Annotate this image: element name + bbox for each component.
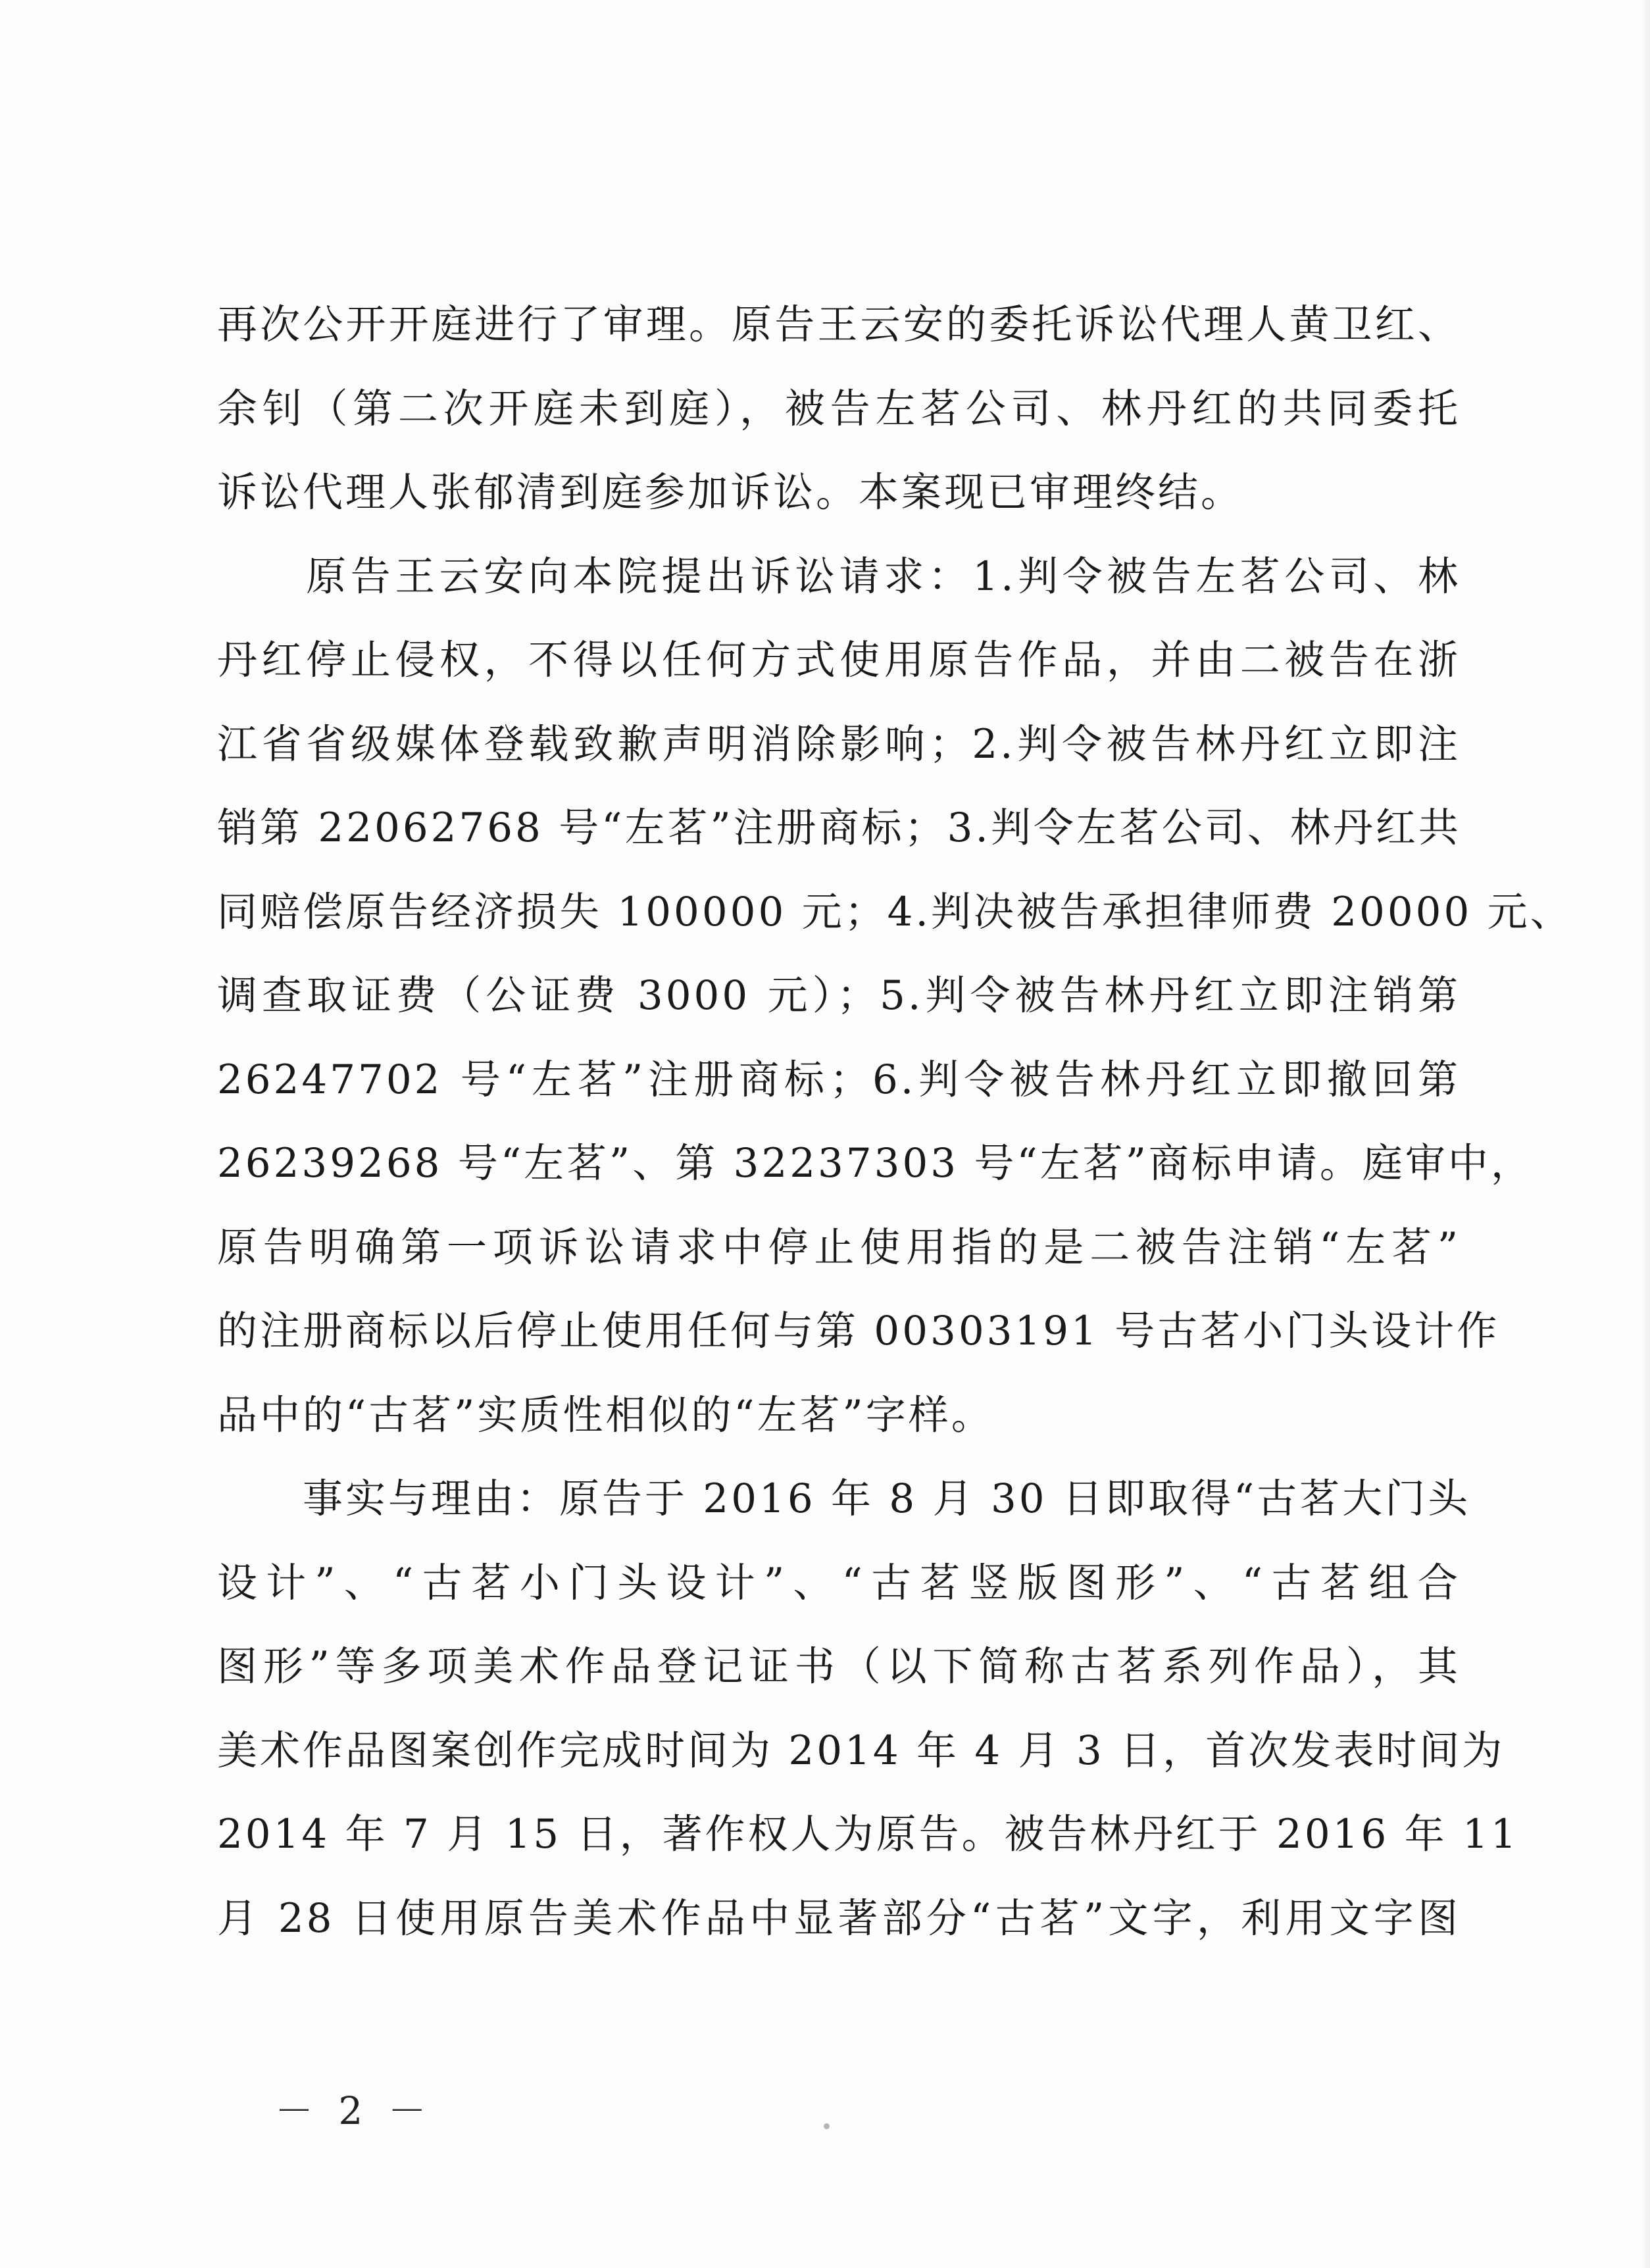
text-line-7: 销第 22062768 号“左茗”注册商标；3.判令左茗公司、林丹红共 bbox=[217, 804, 1461, 851]
text-line-8: 同赔偿原告经济损失 100000 元；4.判决被告承担律师费 20000 元、 bbox=[217, 888, 1573, 935]
text-line-5: 丹红停止侵权，不得以任何方式使用原告作品，并由二被告在浙 bbox=[217, 637, 1461, 683]
text-line-13: 的注册商标以后停止使用任何与第 00303191 号古茗小门头设计作 bbox=[217, 1308, 1500, 1354]
text-line-14: 品中的“古茗”实质性相似的“左茗”字样。 bbox=[217, 1391, 994, 1439]
scan-edge-shadow bbox=[1641, 0, 1650, 2268]
text-line-18: 美术作品图案创作完成时间为 2014 年 4 月 3 日，首次发表时间为 bbox=[217, 1727, 1505, 1774]
text-line-2: 余钊（第二次开庭未到庭），被告左茗公司、林丹红的共同委托 bbox=[217, 385, 1461, 432]
text-line-19: 2014 年 7 月 15 日，著作权人为原告。被告林丹红于 2016 年 11 bbox=[217, 1811, 1519, 1858]
text-line-16: 设计”、“古茗小门头设计”、“古茗竖版图形”、“古茗组合 bbox=[217, 1559, 1461, 1606]
text-line-20: 月 28 日使用原告美术作品中显著部分“古茗”文字，利用文字图 bbox=[217, 1894, 1461, 1942]
text-line-4: 原告王云安向本院提出诉讼请求：1.判令被告左茗公司、林 bbox=[217, 553, 1461, 600]
text-line-6: 江省省级媒体登载致歉声明消除影响；2.判令被告林丹红立即注 bbox=[217, 720, 1461, 768]
document-body bbox=[217, 283, 1573, 1960]
text-line-9: 调查取证费（公证费 3000 元）；5.判令被告林丹红立即注销第 bbox=[217, 972, 1461, 1019]
text-line-11: 26239268 号“左茗”、第 32237303 号“左茗”商标申请。庭审中， bbox=[217, 1140, 1534, 1187]
text-line-17: 图形”等多项美术作品登记证书（以下简称古茗系列作品），其 bbox=[217, 1643, 1461, 1690]
text-line-12: 原告明确第一项诉讼请求中停止使用指的是二被告注销“左茗” bbox=[217, 1223, 1461, 1271]
scan-speck bbox=[824, 2123, 830, 2129]
text-line-10: 26247702 号“左茗”注册商标；6.判令被告林丹红立即撤回第 bbox=[217, 1056, 1461, 1103]
page-number: － 2 － bbox=[275, 2088, 433, 2133]
text-line-3: 诉讼代理人张郁清到庭参加诉讼。本案现已审理终结。 bbox=[217, 469, 1244, 516]
text-line-15: 事实与理由：原告于 2016 年 8 月 30 日即取得“古茗大门头 bbox=[217, 1475, 1471, 1522]
text-line-1: 再次公开开庭进行了审理。原告王云安的委托诉讼代理人黄卫红、 bbox=[217, 301, 1461, 348]
